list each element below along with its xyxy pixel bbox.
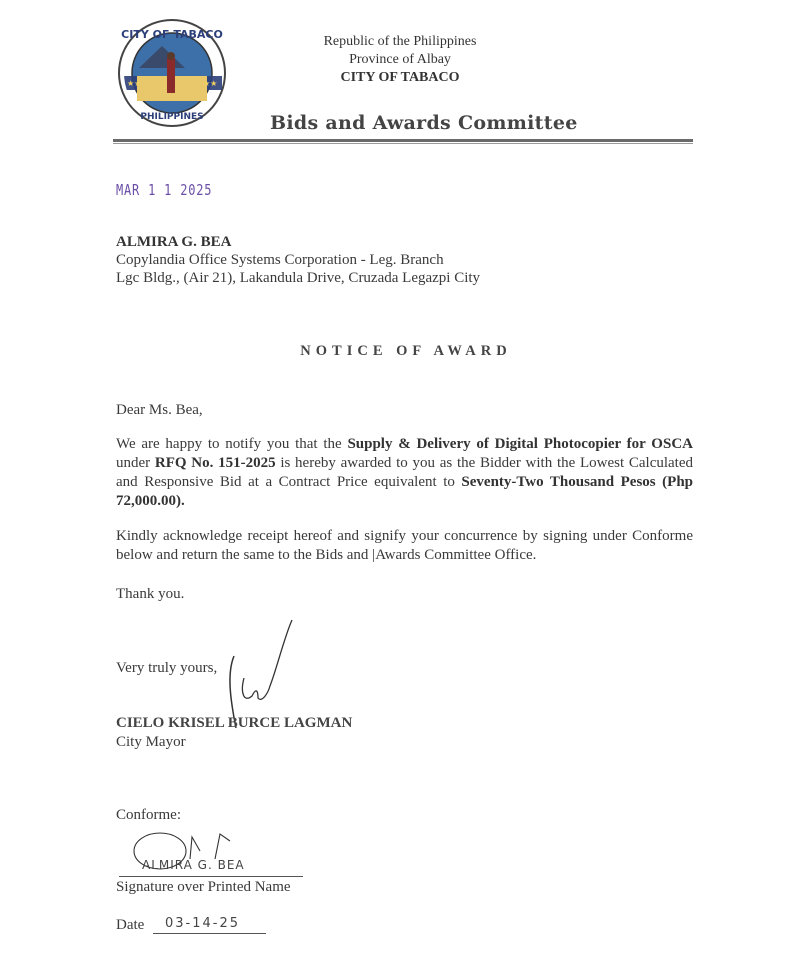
seal-top-text: CITY OF TABACO [121,28,223,41]
award-text: is hereby awarded to you as the Bidder with the Lowest Calculated and Responsive Bid at a Contract Price equivalent to [116,455,694,490]
received-date-stamp: MAR 1 1 2025 [116,181,213,199]
header-divider [113,139,693,142]
date-value: 03-14-25 [165,916,241,931]
seal-bottom-text: PHILIPPINES [140,112,204,122]
acknowledge-paragraph: Kindly acknowledge receipt hereof and signify your concurrence by signing under Conforme below and return the same to the Bids and |Awards Committee Office. [116,528,693,563]
award-paragraph [116,435,693,511]
rfq-number: RFQ No. 151-2025 [154,455,276,471]
svg-text:★★: ★★ [127,79,142,88]
document-title: NOTICE OF AWARD [300,343,512,359]
recipient-block [116,233,480,287]
date-line [153,933,266,934]
header-republic: Republic of the Philippines [323,34,477,49]
committee-title: Bids and Awards Committee [270,112,578,134]
conforme-label: Conforme: [116,807,181,823]
date-label: Date [116,917,145,933]
project-name: Supply & Delivery of Digital Photocopier for OSCA [347,436,693,452]
signatory-position: City Mayor [116,734,186,750]
thank-you: Thank you. [116,586,185,602]
signature-line [119,876,303,877]
award-text: We are happy to notify you that the [116,436,348,452]
signatory-name: CIELO KRISEL BURCE LAGMAN [116,715,353,731]
svg-text:★★: ★★ [203,79,218,88]
header-province: Province of Albay [349,52,451,67]
salutation: Dear Ms. Bea, [116,402,203,418]
header-city: CITY OF TABACO [340,70,460,85]
header-divider-thin [113,143,693,144]
signature-caption: Signature over Printed Name [116,879,291,895]
handwritten-printed-name: ALMIRA G. BEA [142,858,245,872]
recipient-company: Copylandia Office Systems Corporation - Leg. Branch [116,252,444,268]
signatory-name-block [116,714,352,733]
recipient-name: ALMIRA G. BEA [116,234,232,250]
city-seal-logo [117,18,227,128]
valediction: Very truly yours, [116,660,218,676]
recipient-address: Lgc Bldg., (Air 21), Lakandula Drive, Cruzada Legazpi City [116,270,481,286]
award-text: under [116,455,155,471]
contract-price: Seventy-Two Thousand Pesos (Php 72,000.00). [116,474,694,509]
